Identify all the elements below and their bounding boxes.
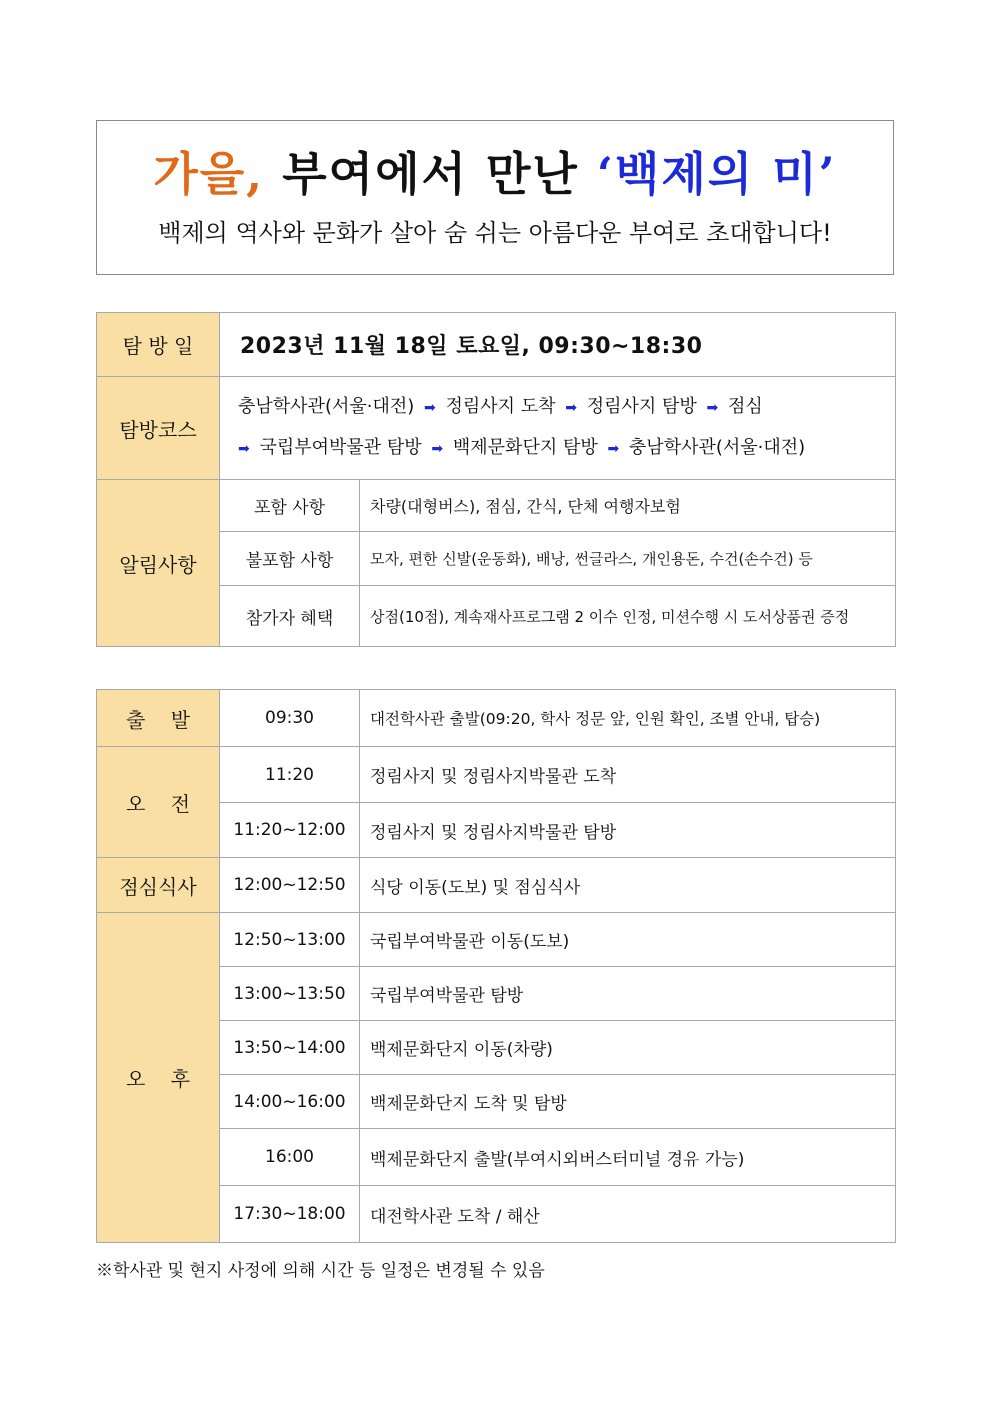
notice-excluded-label: 불포함 사항 [220,532,360,586]
title-part-autumn: 가을, [153,147,265,201]
schedule-time: 12:00~12:50 [220,858,360,913]
notice-benefit-label: 참가자 혜택 [220,586,360,647]
morning-label: 오 전 [97,747,220,858]
schedule-time: 09:30 [220,690,360,747]
notice-label: 알림사항 [97,480,220,647]
course-label: 탐방코스 [97,377,220,480]
schedule-desc: 백제문화단지 출발(부여시외버스터미널 경유 가능) [360,1129,896,1186]
schedule-time: 14:00~16:00 [220,1075,360,1129]
schedule-desc: 식당 이동(도보) 및 점심식사 [360,858,896,913]
arrow-right-icon: ➡ [431,441,444,457]
title-part-middle: 부여에서 만난 [264,147,597,201]
schedule-desc: 국립부여박물관 이동(도보) [360,913,896,967]
arrow-right-icon: ➡ [565,400,577,416]
arrow-right-icon: ➡ [607,441,620,457]
course-stop: 점심 [728,396,763,417]
course-stop: 정림사지 도착 [445,396,556,417]
course-value [220,377,896,480]
schedule-desc: 백제문화단지 도착 및 탐방 [360,1075,896,1129]
course-stop: 백제문화단지 탐방 [452,437,598,458]
schedule-desc: 대전학사관 출발(09:20, 학사 정문 앞, 인원 확인, 조별 안내, 탑승) [360,690,896,747]
depart-label: 출 발 [97,690,220,747]
info-table [96,312,896,647]
lunch-label: 점심식사 [97,858,220,913]
course-stop: 충남학사관(서울·대전) [628,437,806,458]
footnote: ※학사관 및 현지 사정에 의해 시간 등 일정은 변경될 수 있음 [96,1261,545,1281]
schedule-time: 13:00~13:50 [220,967,360,1021]
arrow-right-icon: ➡ [706,400,719,416]
arrow-right-icon: ➡ [424,400,436,416]
title-box [96,120,894,275]
course-stop: 정림사지 탐방 [586,396,697,417]
schedule-desc: 정림사지 및 정림사지박물관 도착 [360,747,896,803]
schedule-time: 17:30~18:00 [220,1186,360,1243]
page-subtitle: 백제의 역사와 문화가 살아 숨 쉬는 아름다운 부여로 초대합니다! [158,219,832,247]
schedule-desc: 정림사지 및 정림사지박물관 탐방 [360,803,896,858]
schedule-time: 16:00 [220,1129,360,1186]
schedule-desc: 대전학사관 도착 / 해산 [360,1186,896,1243]
date-value: 2023년 11월 18일 토요일, 09:30~18:30 [220,313,896,377]
schedule-desc: 국립부여박물관 탐방 [360,967,896,1021]
schedule-time: 11:20 [220,747,360,803]
course-line-1 [238,387,895,428]
schedule-time: 13:50~14:00 [220,1021,360,1075]
page-title [97,141,893,207]
date-label: 탐 방 일 [97,313,220,377]
course-stop: 충남학사관(서울·대전) [238,396,415,417]
notice-included-value: 차량(대형버스), 점심, 간식, 단체 여행자보험 [360,480,896,532]
afternoon-label: 오 후 [97,913,220,1243]
course-line-2 [238,428,895,469]
course-stop: 국립부여박물관 탐방 [259,437,422,458]
notice-benefit-value: 상점(10점), 계속재사프로그램 2 이수 인정, 미션수행 시 도서상품권 증정 [360,586,896,647]
title-part-baekje: ‘백제의 미’ [596,147,837,201]
notice-included-label: 포함 사항 [220,480,360,532]
schedule-desc: 백제문화단지 이동(차량) [360,1021,896,1075]
schedule-time: 11:20~12:00 [220,803,360,858]
arrow-right-icon: ➡ [238,441,250,457]
schedule-table [96,689,896,1243]
schedule-time: 12:50~13:00 [220,913,360,967]
notice-excluded-value: 모자, 편한 신발(운동화), 배낭, 썬글라스, 개인용돈, 수건(손수건) 등 [360,532,896,586]
